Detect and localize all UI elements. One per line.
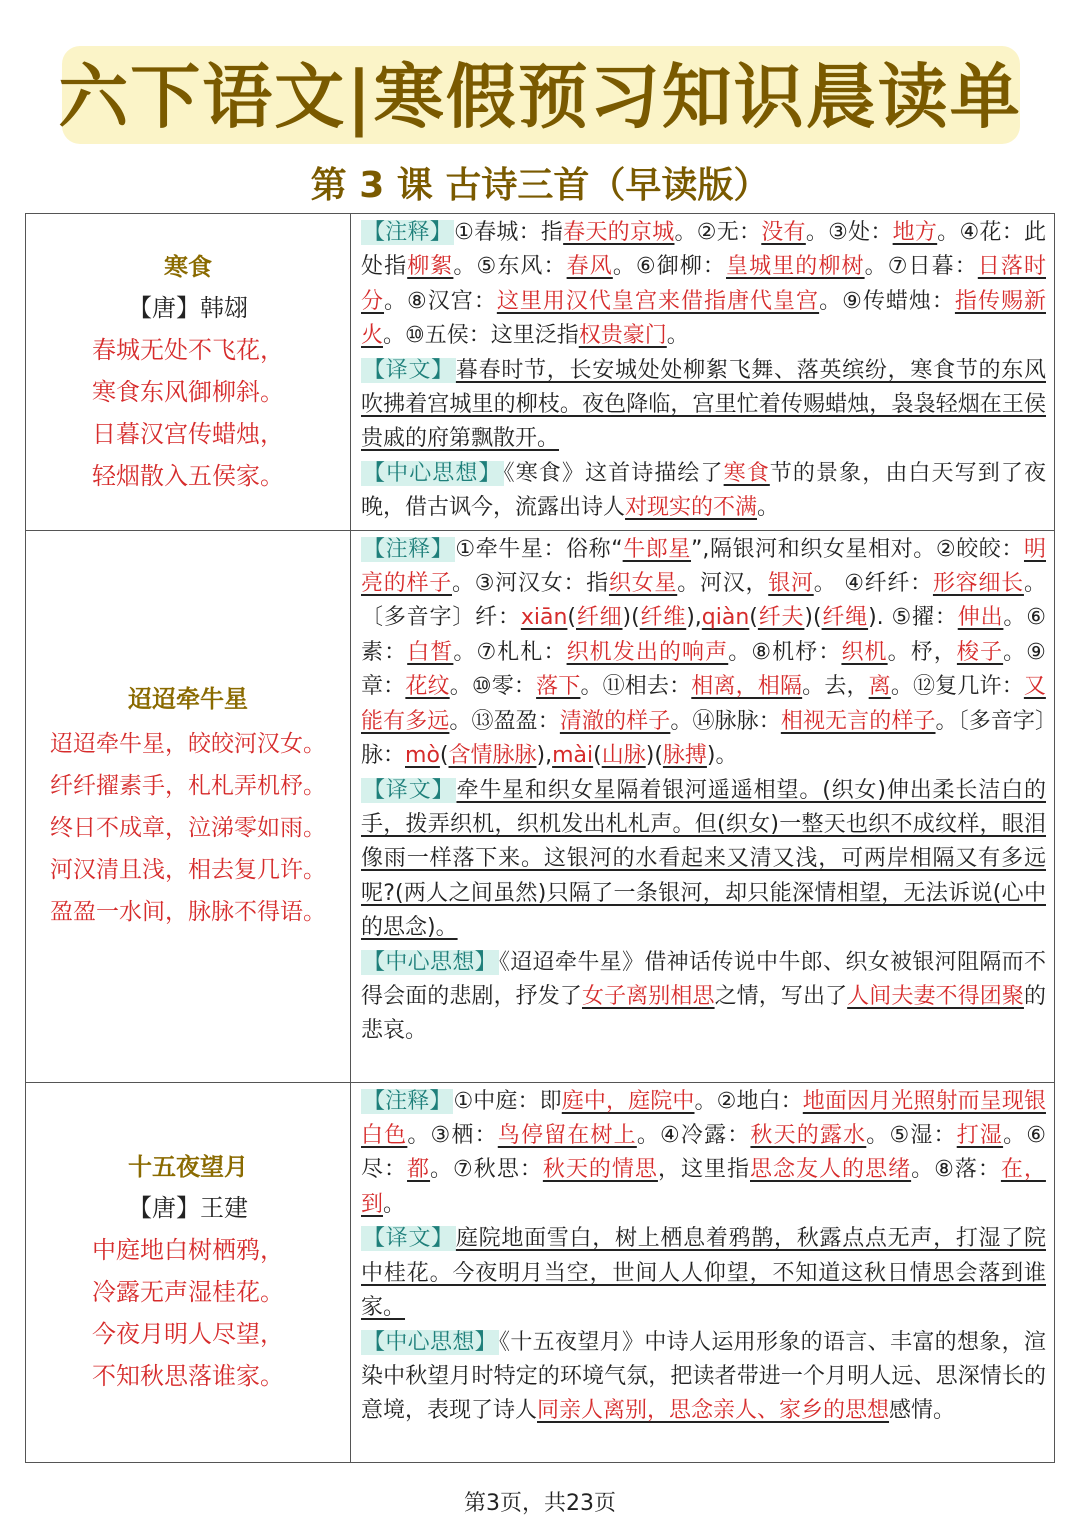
notes-annotation	[361, 216, 1046, 354]
note-text: 。⑨章：	[361, 639, 1046, 700]
note-text: 。③栖：	[407, 1123, 498, 1149]
highlight-text: qiàn	[701, 605, 750, 631]
note-text: 《十五夜望月》中诗人运用形象的语言、丰富的想象，渲染中秋望月时特定的环境气氛，把读者带进一个月明人远、思深情长的意境，表现了诗人	[361, 1329, 1046, 1424]
lesson-subtitle: 第 3 课 古诗三首（早读版）	[310, 165, 770, 206]
note-text: (	[567, 605, 576, 631]
highlight-text: 明亮的样子	[361, 536, 1046, 597]
underlined-text: 庭院地面雪白，树上栖息着鸦鹊，秋露点点无声，打湿了院中桂花。今夜明月当空，世间人人仰望，不知道这秋日情思会落到谁家。	[361, 1226, 1046, 1321]
note-text: 。⑧汉宫：	[384, 288, 497, 314]
note-text: )(	[645, 743, 663, 769]
highlight-text: 寒食	[723, 460, 770, 486]
note-text: 。⑩零：	[449, 674, 537, 700]
note-text: )(	[804, 605, 822, 631]
note-text: 。⑧落：	[911, 1157, 1001, 1183]
poem-line: 春城无处不飞花，	[92, 335, 284, 364]
poem-line: 今夜月明人尽望，	[92, 1320, 284, 1349]
highlight-text: 花纹	[405, 674, 450, 700]
notes-central-idea	[361, 1326, 1046, 1429]
highlight-text: 皇城里的柳树	[726, 254, 865, 280]
note-text: 。⑩五侯：这里泛指	[383, 323, 579, 349]
notes-translation	[361, 1222, 1046, 1325]
note-text: ),	[536, 743, 553, 769]
poem-row-shiwuye	[26, 1082, 1055, 1462]
highlight-text: 离	[868, 674, 891, 700]
highlight-text: 对现实的不满	[625, 495, 758, 521]
highlight-text: 相视无言的样子	[780, 708, 936, 734]
section-tag: 【中心思想】	[363, 460, 502, 486]
notes-translation	[361, 774, 1046, 946]
underlined-text: 暮春时节，长安城处处柳絮飞舞、落英缤纷，寒食节的东风吹拂着宫城里的柳枝。夜色降临，宫里忙着传赐蜡烛，袅袅轻烟在王侯贵戚的府第飘散开。	[361, 357, 1046, 452]
poem-line: 冷露无声湿桂花。	[92, 1278, 284, 1307]
note-text: )(	[622, 605, 640, 631]
note-text: 。③处：	[805, 220, 893, 245]
lesson-table	[25, 213, 1055, 1463]
section-tag: 【译文】	[363, 357, 454, 383]
poem-title: 迢迢牵牛星	[128, 685, 248, 714]
poem-line: 盈盈一水间，脉脉不得语。	[50, 899, 326, 926]
note-text: 。⑬盈盈：	[449, 708, 560, 734]
highlight-text: 白皙	[407, 639, 454, 665]
highlight-text: 山脉	[601, 743, 646, 769]
highlight-text: 织机发出的响声	[566, 639, 729, 665]
poem-line: 不知秋思落谁家。	[92, 1362, 284, 1391]
highlight-text: 柳絮	[407, 254, 454, 280]
note-text: 《寒食》这首诗描绘了	[503, 460, 724, 486]
note-text: )。	[706, 743, 738, 769]
note-text: ，这里指	[657, 1157, 750, 1183]
highlight-text: 这里用汉代皇宫来借指唐代皇宫	[496, 288, 820, 314]
note-text: 的悲哀。	[361, 983, 1046, 1044]
note-text: ①春城：指	[454, 220, 564, 245]
note-text: 。⑦秋思：	[430, 1157, 543, 1183]
note-text: 。去，	[802, 674, 869, 700]
page-number: 第3页，共23页	[464, 1491, 616, 1516]
highlight-text: 银河	[768, 571, 814, 597]
poem-line: 纤纤擢素手，札札弄机杼。	[50, 773, 326, 800]
note-text: 。河汉，	[677, 571, 769, 597]
notes-cell	[351, 214, 1055, 531]
highlight-text: 织女星	[608, 571, 678, 597]
notes-cell	[351, 530, 1055, 1082]
highlight-text: 秋天的情思	[542, 1157, 658, 1183]
poem-line: 日暮汉宫传蜡烛，	[92, 419, 284, 448]
notes-central-idea	[361, 946, 1046, 1049]
highlight-text: 织机	[841, 639, 888, 665]
note-text: (	[749, 605, 758, 631]
highlight-text: 鸟停留在树上	[497, 1123, 637, 1149]
highlight-text: 地方	[892, 220, 938, 245]
note-text: 。⑤湿：	[866, 1123, 957, 1149]
highlight-text: 在，到	[361, 1157, 1046, 1217]
highlight-text: mài	[552, 743, 594, 769]
highlight-text: 思念友人的思绪	[750, 1157, 912, 1183]
underlined-text: 牵牛星和织女星隔着银河遥遥相望。(织女)伸出柔长洁白的手，拨弄织机，织机发出札札声。但(织女)一整天也织不成纹样，眼泪像雨一样落下来。这银河的水看起来又清又浅，可两岸相隔又有多远呢?(两人之间虽然)只隔了一条银河，却只能深情相望，无法诉说(心中的思念)。	[361, 777, 1046, 941]
poem-line: 轻烟散入五侯家。	[92, 461, 284, 490]
highlight-text: 人间夫妻不得团聚	[847, 983, 1024, 1009]
note-text: 。杼，	[887, 639, 957, 665]
poem-cell	[26, 530, 351, 1082]
note-text: 。⑭脉脉：	[670, 708, 781, 734]
highlight-text: 女子离别相思	[581, 983, 715, 1009]
section-tag: 【中心思想】	[363, 949, 497, 975]
note-text: 。⑫复几许：	[890, 674, 1024, 700]
poem-cell	[26, 1082, 351, 1462]
highlight-text: 春风	[566, 254, 613, 280]
poem-cell	[26, 214, 351, 531]
note-text: 。⑦日暮：	[864, 254, 978, 280]
note-text: 。⑧机杼：	[728, 639, 842, 665]
note-text: 。②无：	[674, 220, 762, 245]
note-text: 《迢迢牵牛星》借神话传说中牛郎、织女被银河阻隔而不得会面的悲剧，抒发了	[361, 949, 1046, 1009]
highlight-text: 含情脉脉	[448, 743, 537, 769]
highlight-text: 同亲人离别，思念亲人、家乡的思想	[537, 1398, 890, 1424]
highlight-text: 地面因月光照射而呈现银白色	[361, 1088, 1046, 1149]
highlight-text: 庭中，庭院中	[561, 1088, 695, 1114]
highlight-text: 打湿	[956, 1123, 1004, 1149]
highlight-text: 伸出	[957, 605, 1004, 631]
note-text: 。	[666, 323, 689, 349]
notes-translation	[361, 354, 1046, 457]
highlight-text: 没有	[761, 220, 806, 245]
note-text: 。④花：此处指	[361, 220, 1046, 280]
highlight-text: 落下	[536, 674, 581, 700]
poem-line: 迢迢牵牛星，皎皎河汉女。	[50, 731, 326, 758]
highlight-text: 秋天的露水	[750, 1123, 867, 1149]
note-text: 。	[757, 495, 780, 521]
note-text: 。	[383, 1191, 406, 1217]
section-tag: 【中心思想】	[363, 1329, 497, 1355]
highlight-text: 牛郎星	[622, 536, 692, 562]
note-text: (	[439, 743, 449, 769]
note-text: 。〔多音字〕脉：	[361, 708, 1046, 769]
poem-line: 河汉清且浅，相去复几许。	[50, 857, 326, 884]
note-text: ①牵牛星：俗称“	[455, 536, 623, 562]
note-text: 。⑪相去：	[580, 674, 692, 700]
note-text: 。⑥御柳：	[612, 254, 727, 280]
poem-line: 寒食东风御柳斜。	[92, 377, 284, 406]
poem-title: 十五夜望月	[128, 1153, 248, 1182]
note-text: 。⑤东风：	[453, 254, 567, 280]
note-text: 。〔多音字〕纤：	[361, 571, 1046, 631]
section-tag: 【注释】	[363, 1088, 452, 1114]
note-text: 。③河汉女：指	[452, 571, 609, 597]
highlight-text: 纤维	[639, 605, 687, 631]
highlight-text: 日落时分	[361, 254, 1046, 314]
notes-cell	[351, 1082, 1055, 1462]
highlight-text: 清澈的样子	[559, 708, 671, 734]
note-text: (	[593, 743, 602, 769]
section-tag: 【译文】	[363, 1226, 454, 1252]
note-text: ①中庭：即	[453, 1088, 562, 1114]
note-text: 。⑥尽：	[361, 1123, 1046, 1183]
highlight-text: 春天的京城	[563, 220, 675, 245]
section-tag: 【注释】	[363, 536, 454, 562]
notes-annotation	[361, 1085, 1046, 1223]
poem-title: 寒食	[164, 252, 212, 281]
highlight-text: 纤细	[576, 605, 623, 631]
section-tag: 【注释】	[363, 220, 453, 245]
note-text: 。④冷露：	[636, 1123, 751, 1149]
note-text: 之情，写出了	[714, 983, 848, 1009]
poem-author: 【唐】王建	[128, 1194, 248, 1223]
notes-annotation	[361, 533, 1046, 774]
poem-row-hanshi	[26, 214, 1055, 531]
note-text: 。⑦札札：	[453, 639, 567, 665]
highlight-text: 纤绳	[821, 605, 869, 631]
note-text: 。 ④纤纤：	[813, 571, 933, 597]
highlight-text: 相离，相隔	[691, 674, 803, 700]
page-title: 六下语文|寒假预习知识晨读单	[58, 55, 1022, 138]
note-text: ”,隔银河和织女星相对。②皎皎：	[691, 536, 1024, 562]
highlight-text: 都	[407, 1157, 431, 1183]
highlight-text: 梭子	[956, 639, 1004, 665]
highlight-text: 纤夫	[757, 605, 805, 631]
note-text: 。⑥素：	[361, 605, 1046, 665]
highlight-text: 指传赐新火	[361, 288, 1046, 349]
note-text: 感情。	[889, 1398, 956, 1424]
poem-line: 终日不成章，泣涕零如雨。	[50, 815, 326, 842]
section-tag: 【译文】	[363, 777, 455, 803]
note-text: ),	[686, 605, 702, 631]
poem-line: 中庭地白树栖鸦，	[92, 1236, 284, 1265]
poem-author: 【唐】韩翃	[128, 293, 248, 322]
note-text: ). ⑤擢：	[868, 605, 958, 631]
note-text: 。②地白：	[694, 1088, 803, 1114]
highlight-text: xiān	[520, 605, 568, 631]
highlight-text: 形容细长	[932, 571, 1024, 597]
note-text: 。⑨传蜡烛：	[819, 288, 955, 314]
highlight-text: 权贵豪门	[578, 323, 667, 349]
notes-central-idea	[361, 457, 1046, 526]
note-text: 节的景象，由白天写到了夜晚，借古讽今，流露出诗人	[361, 460, 1046, 521]
highlight-text: mò	[405, 743, 440, 769]
highlight-text: 又能有多远	[361, 674, 1046, 734]
poem-row-tiaotiao	[26, 530, 1055, 1082]
highlight-text: 脉搏	[662, 743, 707, 769]
